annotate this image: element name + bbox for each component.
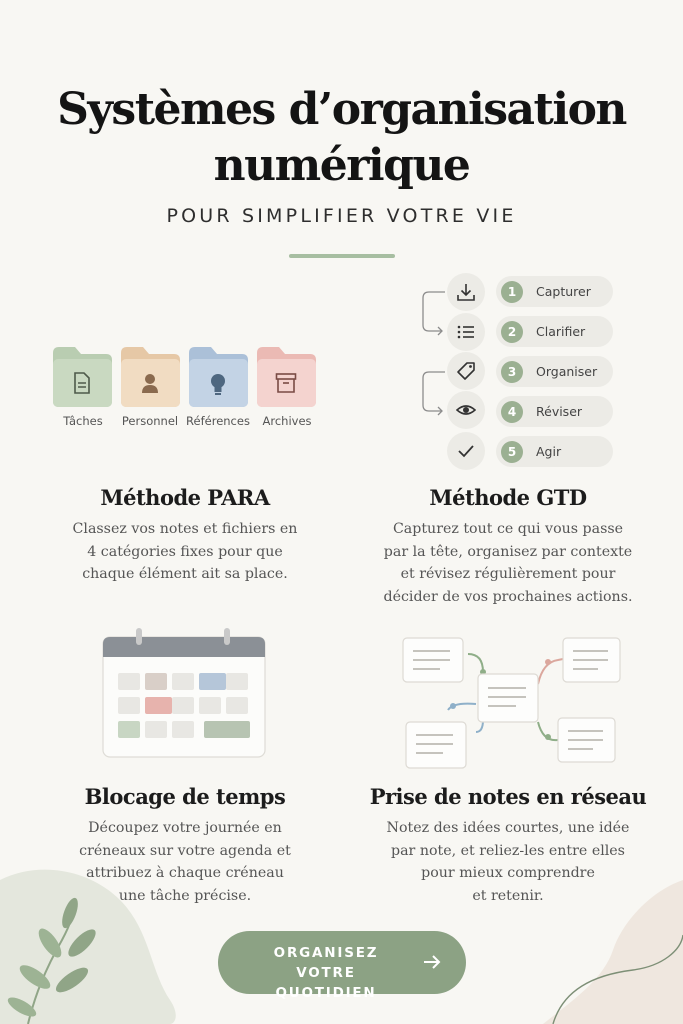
folder-personnel [121, 347, 180, 407]
title-line-2: numérique [213, 140, 470, 191]
list-icon [456, 322, 476, 342]
arrow-right-icon [422, 951, 442, 973]
gtd-desc-line: et révisez régulièrement pour [400, 566, 616, 582]
step-label: Agir [536, 444, 562, 459]
cta-label-line-2: VOTRE QUOTIDIEN [275, 965, 377, 1001]
step-number: 3 [501, 361, 523, 383]
gtd-desc-line: décider de vos prochaines actions. [383, 588, 633, 605]
title-line-1: Systèmes d’organisation [57, 84, 626, 135]
para-desc-line: Classez vos notes et fichiers en [72, 521, 298, 537]
page-title [0, 82, 683, 194]
person-icon [140, 372, 160, 394]
step-label: Capturer [536, 284, 591, 299]
leaf-branch-illustration [0, 895, 120, 1024]
folder-archives [257, 347, 316, 407]
tag-icon [456, 361, 476, 381]
timeblock-desc-line: Découpez votre journée en [88, 820, 282, 836]
step-number: 2 [501, 321, 523, 343]
folder-taches [53, 347, 112, 407]
cta-label [246, 943, 406, 1003]
lightbulb-icon [208, 372, 228, 396]
network-desc-line: Notez des idées courtes, une idée [386, 820, 630, 836]
step-number: 4 [501, 401, 523, 423]
timeblock-description [30, 817, 340, 907]
gtd-step-3-icon-circle [447, 352, 485, 390]
network-desc-line: par note, et reliez-les entre elles [391, 842, 625, 859]
timeblock-desc-line: attribuez à chaque créneau [86, 865, 284, 881]
folder-references [189, 347, 248, 407]
organize-cta-button[interactable] [218, 931, 466, 1001]
step-label: Organiser [536, 364, 598, 379]
network-desc-line: pour mieux comprendre [421, 865, 595, 881]
para-desc-line: 4 catégories fixes pour que [87, 543, 283, 560]
folder-label-taches: Tâches [63, 414, 103, 428]
cta-label-line-1: ORGANISEZ [273, 945, 379, 961]
gtd-step-5 [496, 436, 613, 467]
step-label: Réviser [536, 404, 583, 419]
page-subtitle: POUR SIMPLIFIER VOTRE VIE [166, 205, 517, 227]
gtd-step-3 [496, 356, 613, 387]
gtd-step-4 [496, 396, 613, 427]
document-icon [72, 372, 92, 394]
gtd-desc-line: par la tête, organisez par contexte [383, 543, 633, 560]
note-network-illustration [398, 632, 623, 777]
calendar-illustration [100, 625, 268, 760]
title-divider [289, 254, 395, 258]
gtd-step-5-icon-circle [447, 432, 485, 470]
download-icon [456, 282, 476, 302]
gtd-loop-arrows [415, 280, 451, 430]
step-number: 1 [501, 281, 523, 303]
folder-label-personnel: Personnel [121, 414, 179, 428]
step-label: Clarifier [536, 324, 586, 339]
step-number: 5 [501, 441, 523, 463]
timeblock-desc-line: créneaux sur votre agenda et [79, 842, 291, 859]
eye-icon [456, 400, 476, 420]
timeblock-desc-line: une tâche précise. [118, 887, 252, 904]
para-desc-line: chaque élément ait sa place. [82, 566, 288, 582]
gtd-step-2 [496, 316, 613, 347]
gtd-description [350, 518, 666, 608]
checkmark-icon [456, 441, 476, 461]
network-description [350, 817, 666, 907]
network-desc-line: et retenir. [472, 887, 544, 904]
archive-box-icon [275, 372, 297, 394]
timeblock-title: Blocage de temps [84, 784, 286, 809]
network-title: Prise de notes en réseau [369, 784, 647, 809]
para-description [30, 518, 340, 586]
gtd-step-2-icon-circle [447, 313, 485, 351]
para-title: Méthode PARA [100, 485, 270, 510]
gtd-step-1 [496, 276, 613, 307]
folder-label-archives: Archives [262, 414, 312, 428]
gtd-desc-line: Capturez tout ce qui vous passe [392, 521, 624, 537]
folder-label-references: Références [186, 414, 250, 428]
gtd-step-4-icon-circle [447, 391, 485, 429]
gtd-title: Méthode GTD [429, 485, 587, 510]
gtd-step-1-icon-circle [447, 273, 485, 311]
